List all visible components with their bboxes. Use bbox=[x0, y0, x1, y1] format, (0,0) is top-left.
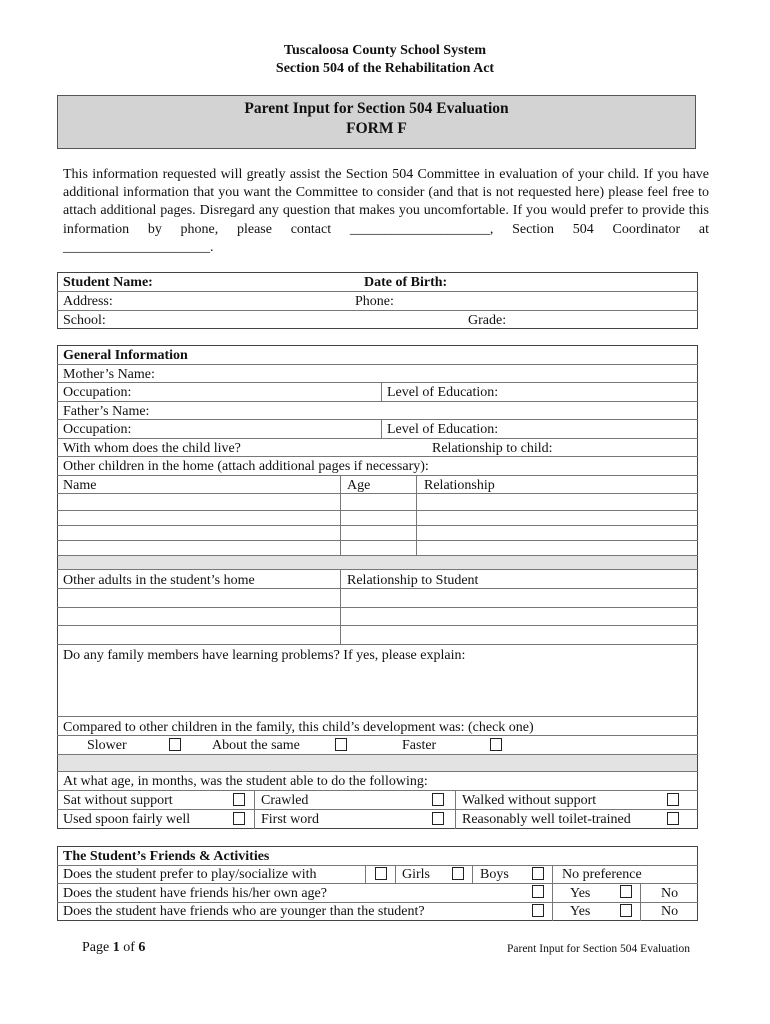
grade-label: Grade: bbox=[468, 313, 507, 328]
relationship-student-label: Relationship to Student bbox=[347, 573, 479, 588]
mother-education-label: Level of Education: bbox=[387, 385, 499, 400]
dob-label: Date of Birth: bbox=[364, 275, 448, 290]
sat-checkbox[interactable] bbox=[233, 793, 245, 806]
address-label: Address: bbox=[63, 294, 113, 309]
other-children-label: Other children in the home (attach additional pages if necessary): bbox=[63, 459, 429, 474]
girls-label: Girls bbox=[402, 867, 430, 882]
footer-doc-title: Parent Input for Section 504 Evaluation bbox=[507, 943, 691, 955]
form-id: FORM F bbox=[346, 120, 407, 137]
phone-label: Phone: bbox=[355, 294, 394, 309]
faster-checkbox[interactable] bbox=[490, 738, 502, 751]
development-compared-label: Compared to other children in the family, this child’s development was: (check one) bbox=[63, 720, 534, 735]
other-adults-label: Other adults in the student’s home bbox=[63, 573, 255, 588]
student-name-label: Student Name: bbox=[63, 275, 153, 290]
younger-no-checkbox[interactable] bbox=[620, 904, 632, 917]
about-same-checkbox[interactable] bbox=[335, 738, 347, 751]
play-preference-question: Does the student prefer to play/socialize with bbox=[63, 867, 317, 882]
mother-name-label: Mother’s Name: bbox=[63, 367, 155, 382]
col-age-header: Age bbox=[347, 478, 371, 493]
toilet-label: Reasonably well toilet-trained bbox=[462, 812, 631, 827]
crawled-checkbox[interactable] bbox=[432, 793, 444, 806]
slower-checkbox[interactable] bbox=[169, 738, 181, 751]
younger-no-label: No bbox=[661, 904, 679, 919]
father-occupation-label: Occupation: bbox=[63, 422, 132, 437]
own-age-no-checkbox[interactable] bbox=[620, 885, 632, 898]
no-preference-checkbox[interactable] bbox=[532, 867, 544, 880]
sat-label: Sat without support bbox=[63, 793, 173, 808]
first-word-label: First word bbox=[261, 812, 319, 827]
general-info-heading: General Information bbox=[63, 348, 188, 363]
father-education-label: Level of Education: bbox=[387, 422, 499, 437]
faster-label: Faster bbox=[402, 738, 437, 753]
relationship-child-label: Relationship to child: bbox=[432, 441, 553, 456]
form-title-box bbox=[57, 95, 696, 149]
own-age-no-label: No bbox=[661, 886, 679, 901]
father-name-label: Father’s Name: bbox=[63, 404, 150, 419]
no-preference-label: No preference bbox=[562, 867, 642, 882]
toilet-checkbox[interactable] bbox=[667, 812, 679, 825]
mother-occupation-label: Occupation: bbox=[63, 385, 132, 400]
boys-label: Boys bbox=[480, 867, 509, 882]
walked-checkbox[interactable] bbox=[667, 793, 679, 806]
boys-checkbox[interactable] bbox=[452, 867, 464, 880]
own-age-yes-checkbox[interactable] bbox=[532, 885, 544, 898]
school-label: School: bbox=[63, 313, 106, 328]
learning-problems-label: Do any family members have learning problems? If yes, please explain: bbox=[63, 648, 466, 663]
page-number: Page 1 of 6 bbox=[82, 940, 146, 955]
younger-yes-checkbox[interactable] bbox=[532, 904, 544, 917]
own-age-friends-question: Does the student have friends his/her own age? bbox=[63, 886, 327, 901]
about-same-label: About the same bbox=[212, 738, 300, 753]
younger-yes-label: Yes bbox=[570, 904, 591, 919]
girls-checkbox[interactable] bbox=[375, 867, 387, 880]
spoon-checkbox[interactable] bbox=[233, 812, 245, 825]
at-what-age-label: At what age, in months, was the student able to do the following: bbox=[63, 774, 428, 789]
form-title: Parent Input for Section 504 Evaluation bbox=[244, 100, 509, 117]
first-word-checkbox[interactable] bbox=[432, 812, 444, 825]
slower-label: Slower bbox=[87, 738, 127, 753]
col-relationship-header: Relationship bbox=[424, 478, 495, 493]
intro-paragraph: This information requested will greatly assist the Section 504 Committee in evaluation of your child. If you have additional information that you want the Committee to consider (and that is not requested here) please feel free to attach additional pages. Disregard any question that makes you uncomfortable. If you would prefer to provide this information by phone, please contact ____________________, Section 504 Coordinator at _____________________. bbox=[63, 167, 709, 255]
with-whom-label: With whom does the child live? bbox=[63, 441, 241, 456]
school-system-title: Tuscaloosa County School System bbox=[283, 43, 487, 58]
younger-friends-question: Does the student have friends who are younger than the student? bbox=[63, 904, 425, 919]
spoon-label: Used spoon fairly well bbox=[63, 812, 191, 827]
walked-label: Walked without support bbox=[462, 793, 597, 808]
crawled-label: Crawled bbox=[261, 793, 309, 808]
section-title: Section 504 of the Rehabilitation Act bbox=[275, 61, 495, 76]
friends-heading: The Student’s Friends & Activities bbox=[63, 849, 270, 864]
own-age-yes-label: Yes bbox=[570, 886, 591, 901]
col-name-header: Name bbox=[63, 478, 97, 493]
